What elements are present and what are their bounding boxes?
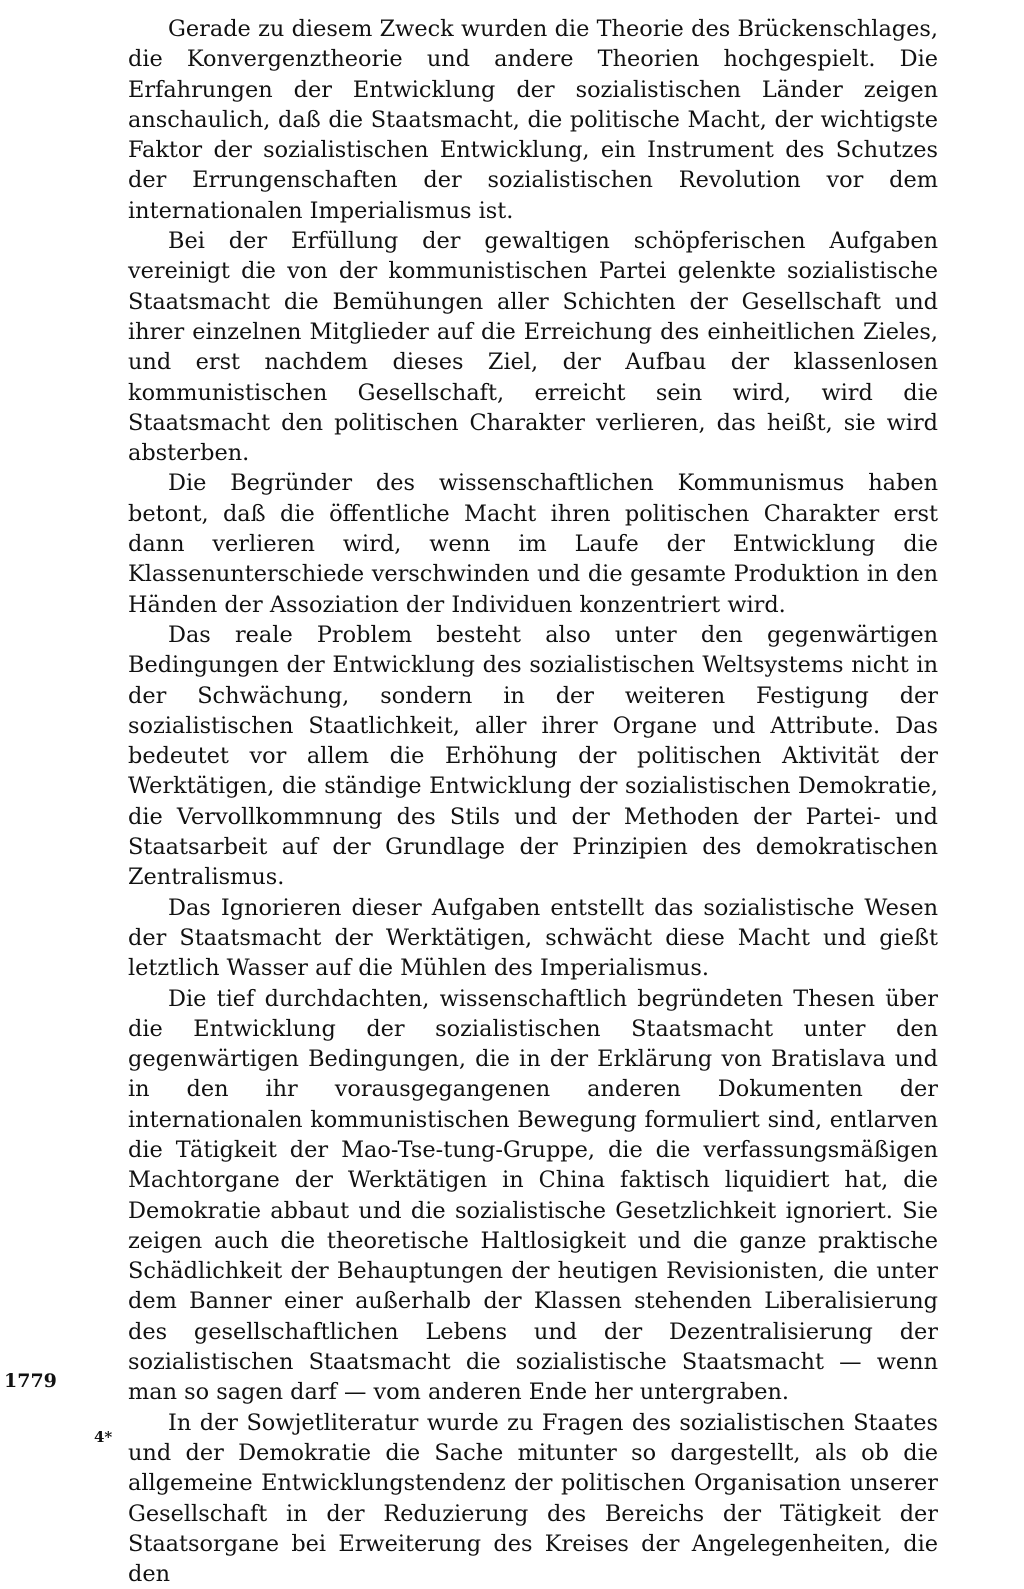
signature-mark: 4* [94, 1428, 113, 1446]
paragraph-2: Bei der Erfüllung der gewaltigen schöpferischen Aufgaben vereinigt die von der kommunistischen Partei gelenkte sozialistische Staatsmacht die Bemühungen aller Schichten der Gesellschaft und ihrer einzelnen Mitglieder auf die Erreichung des einheitlichen Zieles, und erst nachdem dieses Ziel, der Aufbau der klassenlosen kommunistischen Gesellschaft, erreicht sein wird, wird die Staatsmacht den politischen Charakter verlieren, das heißt, sie wird absterben. [128, 228, 938, 467]
paragraph-4: Das reale Problem besteht also unter den gegenwärtigen Bedingungen der Entwicklung des sozialistischen Weltsystems nicht in der Schwächung, sondern in der weiteren Festigung der sozialistischen Staatlichkeit, aller ihrer Organe und Attribute. Das bedeutet vor allem die Erhöhung der politischen Aktivität der Werktätigen, die ständige Entwicklung der sozialistischen Demokratie, die Vervollkommnung des Stils und der Methoden der Partei- und Staatsarbeit auf der Grundlage der Prinzipien des demokratischen Zentralismus. [128, 621, 938, 891]
paragraph-6: Die tief durchdachten, wissenschaftlich begründeten Thesen über die Entwicklung der sozialistischen Staatsmacht unter den gegenwärtigen Bedingungen, die in der Erklärung von Bratislava und in den ihr vorausgegangenen anderen Dokumenten der internationalen kommunistischen Bewegung formuliert sind, entlarven die Tätigkeit der Mao-Tse-tung-Gruppe, die die verfassungsmäßigen Machtorgane der Werktätigen in China faktisch liquidiert hat, die Demokratie abbaut und die sozialistische Gesetzlichkeit ignoriert. Sie zeigen auch die theoretische Haltlosigkeit und die ganze praktische Schädlichkeit der Behauptungen der heutigen Revisionisten, die unter dem Banner einer außerhalb der Klassen stehenden Liberalisierung des gesellschaftlichen Lebens und der Dezentralisierung der sozialistischen Staatsmacht die sozialistische Staatsmacht — wenn man so sagen darf — vom anderen Ende her untergraben. [128, 985, 938, 1406]
paragraph-7: In der Sowjetliteratur wurde zu Fragen des sozialistischen Staates und der Demokratie die Sache mitunter so dargestellt, als ob die allgemeine Entwicklungstendenz der politischen Organisation unserer Gesellschaft in der Reduzierung des Bereichs der Tätigkeit der Staatsorgane bei Erweiterung des Kreises der Angelegenheiten, die den [128, 1409, 938, 1588]
body-text [128, 14, 938, 1589]
margin-page-number: 1779 [4, 1370, 57, 1392]
paragraph-5: Das Ignorieren dieser Aufgaben entstellt das sozialistische Wesen der Staatsmacht der Werktätigen, schwächt diese Macht und gießt letztlich Wasser auf die Mühlen des Imperialismus. [128, 894, 938, 982]
paragraph-1: Gerade zu diesem Zweck wurden die Theorie des Brückenschlages, die Konvergenztheorie und andere Theorien hochgespielt. Die Erfahrungen der Entwicklung der sozialistischen Länder zeigen anschaulich, daß die Staatsmacht, die politische Macht, der wichtigste Faktor der sozialistischen Entwicklung, ein Instrument des Schutzes der Errungenschaften der sozialistischen Revolution vor dem internationalen Imperialismus ist. [128, 16, 938, 224]
paragraph-3: Die Begründer des wissenschaftlichen Kommunismus haben betont, daß die öffentliche Macht ihren politischen Charakter erst dann verlieren wird, wenn im Laufe der Entwicklung die Klassenunterschiede verschwinden und die gesamte Produktion in den Händen der Assoziation der Individuen konzentriert wird. [128, 470, 938, 618]
